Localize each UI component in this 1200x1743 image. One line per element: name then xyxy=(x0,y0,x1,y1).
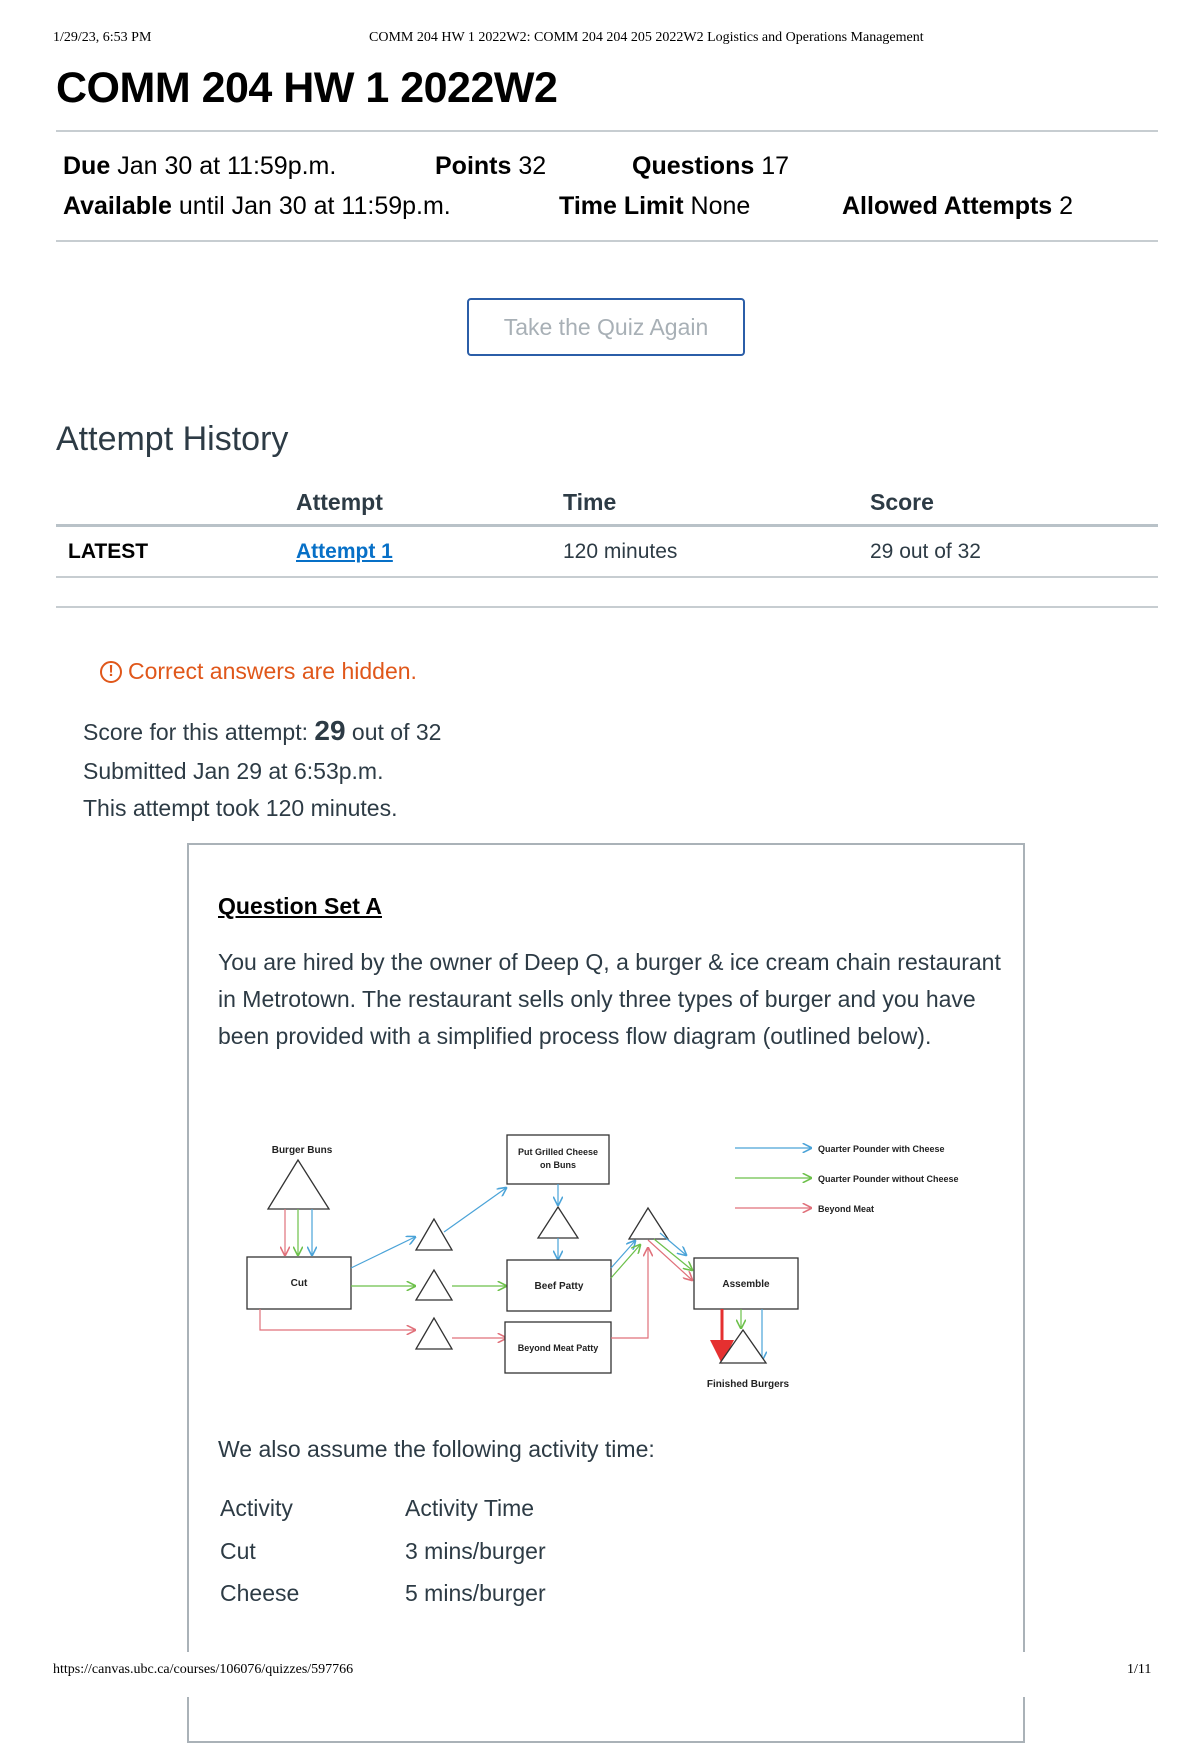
quiz-title: COMM 204 HW 1 2022W2 xyxy=(56,64,558,112)
due-label: Due xyxy=(63,152,111,180)
print-page-title: COMM 204 HW 1 2022W2: COMM 204 204 205 2022W2 Logistics and Operations Management xyxy=(369,30,924,45)
allowed-attempts-value: 2 xyxy=(1059,192,1074,220)
divider xyxy=(56,240,1158,242)
activity-name: Cheese xyxy=(220,1580,300,1606)
legend-qp-without-cheese: Quarter Pounder without Cheese xyxy=(818,1174,959,1184)
points-info xyxy=(435,152,546,181)
column-header-attempt: Attempt xyxy=(296,489,383,515)
available-info xyxy=(63,192,451,221)
legend-qp-with-cheese: Quarter Pounder with Cheese xyxy=(818,1144,945,1154)
available-value: until Jan 30 at 11:59p.m. xyxy=(178,192,451,220)
grilled-cheese-label-line2: on Buns xyxy=(540,1160,576,1170)
notice-text: Correct answers are hidden. xyxy=(128,658,417,684)
take-quiz-again-button[interactable]: Take the Quiz Again xyxy=(467,298,745,356)
available-label: Available xyxy=(63,192,172,220)
finished-burgers-label: Finished Burgers xyxy=(706,1379,790,1390)
points-value: 32 xyxy=(518,152,547,180)
process-flow-diagram xyxy=(230,1120,1000,1420)
activity-header: Activity xyxy=(220,1495,293,1521)
activity-time: 5 mins/burger xyxy=(405,1580,546,1606)
due-value: Jan 30 at 11:59p.m. xyxy=(117,152,337,180)
answers-hidden-notice xyxy=(100,658,417,685)
attempt-score: 29 out of 32 xyxy=(870,540,981,563)
questions-info xyxy=(632,152,789,181)
divider xyxy=(56,130,1158,132)
buffer-inventory xyxy=(416,1219,452,1250)
print-datetime: 1/29/23, 6:53 PM xyxy=(53,30,152,45)
activity-time: 3 mins/burger xyxy=(405,1538,546,1564)
allowed-attempts-label: Allowed Attempts xyxy=(842,192,1053,220)
divider xyxy=(56,606,1158,608)
latest-tag: LATEST xyxy=(68,540,149,563)
column-header-time: Time xyxy=(563,489,617,515)
attempt-1-link[interactable]: Attempt 1 xyxy=(296,540,393,563)
duration-text: This attempt took 120 minutes. xyxy=(83,795,398,821)
points-label: Points xyxy=(435,152,512,180)
print-page-number: 1/11 xyxy=(1127,1662,1152,1677)
legend-beyond-meat: Beyond Meat xyxy=(818,1204,875,1214)
assume-text: We also assume the following activity time: xyxy=(218,1436,655,1462)
question-set-title: Question Set A xyxy=(218,893,382,919)
activity-name: Cut xyxy=(220,1538,256,1564)
submitted-text: Submitted Jan 29 at 6:53p.m. xyxy=(83,758,384,784)
finished-burgers-inventory xyxy=(720,1330,766,1363)
beef-patty-label: Beef Patty xyxy=(534,1281,584,1292)
column-header-score: Score xyxy=(870,489,934,515)
questions-label: Questions xyxy=(632,152,755,180)
assemble-label: Assemble xyxy=(722,1279,770,1290)
warning-icon: ! xyxy=(100,661,122,683)
time-limit-info xyxy=(559,192,750,221)
buffer-inventory xyxy=(416,1318,452,1349)
due-info xyxy=(63,152,336,181)
questions-value: 17 xyxy=(761,152,790,180)
score-summary xyxy=(83,715,441,747)
activity-time-header: Activity Time xyxy=(405,1495,535,1521)
print-url: https://canvas.ubc.ca/courses/106076/quizzes/597766 xyxy=(53,1662,354,1677)
burger-buns-label: Burger Buns xyxy=(271,1145,333,1156)
time-limit-label: Time Limit xyxy=(559,192,684,220)
attempt-time: 120 minutes xyxy=(563,540,678,563)
allowed-attempts-info xyxy=(842,192,1073,221)
score-suffix: out of 32 xyxy=(351,719,442,745)
time-limit-value: None xyxy=(690,192,751,220)
cheese-buffer-inventory xyxy=(538,1207,578,1238)
divider xyxy=(56,576,1158,578)
buffer-inventory xyxy=(416,1270,452,1300)
table-header-divider xyxy=(56,524,1158,527)
score-value: 29 xyxy=(314,715,346,746)
beyond-meat-patty-label: Beyond Meat Patty xyxy=(517,1343,599,1353)
attempt-history-heading: Attempt History xyxy=(56,420,289,458)
cut-label: Cut xyxy=(290,1278,308,1289)
grilled-cheese-label-line1: Put Grilled Cheese xyxy=(517,1147,599,1157)
burger-buns-inventory xyxy=(268,1160,329,1209)
score-prefix: Score for this attempt: xyxy=(83,719,308,745)
question-body: You are hired by the owner of Deep Q, a burger & ice cream chain restaurant in Metrotown. The restaurant sells only three types of burger and you have been provided with a simplified process flow diagram (outlined below). xyxy=(218,949,1001,1049)
